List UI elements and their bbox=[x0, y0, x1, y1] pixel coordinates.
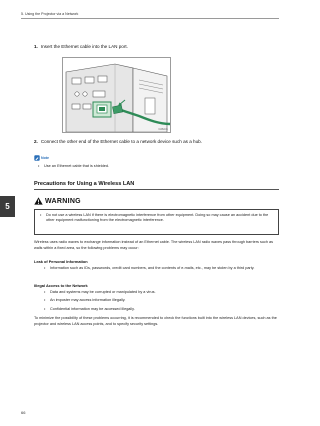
intro-paragraph: Wireless uses radio waves to exchange information instead of an Ethernet cable. The wireless LAN radio waves pass through barriers such as walls within a fixed area, so the following problems may occur: bbox=[34, 240, 274, 250]
warning-box bbox=[34, 209, 279, 235]
list-item bbox=[44, 307, 276, 312]
lan-port-drawing bbox=[63, 58, 171, 133]
list-item bbox=[44, 298, 276, 303]
list-item-text: Information such as IDs, passwords, credit card numbers, and the contents of e-mails, etc., may be stolen by a third party. bbox=[50, 266, 255, 270]
lan-port-illustration bbox=[62, 57, 171, 133]
section-rule bbox=[34, 189, 279, 190]
warning-heading bbox=[34, 197, 81, 205]
chapter-tab: 5 bbox=[0, 196, 15, 217]
warning-item bbox=[40, 213, 276, 223]
step-1 bbox=[34, 44, 128, 50]
leak-list bbox=[44, 266, 276, 271]
note-badge bbox=[34, 155, 50, 161]
bullet-icon: • bbox=[44, 290, 46, 294]
figure-code: CWE101 bbox=[158, 127, 168, 131]
illegal-heading: Illegal Access to the Network bbox=[34, 283, 88, 288]
warning-item-text: Do not use a wireless LAN if there is electromagnetic interference from other equipment. Doing so may cause an accident due to the other equipment malfunctioning from the electromagnetic interference. bbox=[46, 213, 269, 223]
bullet-icon: • bbox=[44, 266, 46, 270]
list-item bbox=[44, 290, 276, 295]
list-item-text: Data and systems may be corrupted or manipulated by a virus. bbox=[50, 290, 156, 294]
header-rule bbox=[21, 18, 279, 19]
step-2 bbox=[34, 139, 202, 145]
step-2-number: 2. bbox=[34, 139, 38, 144]
list-item-text: An imposter may access information illegally. bbox=[50, 298, 126, 303]
section-title: Precautions for Using a Wireless LAN bbox=[34, 181, 135, 187]
list-item bbox=[44, 266, 276, 271]
note-item-text: Use an Ethernet cable that is shielded. bbox=[44, 164, 110, 168]
step-1-number: 1. bbox=[34, 44, 38, 49]
warning-label: WARNING bbox=[45, 197, 81, 205]
note-pencil-icon bbox=[34, 155, 40, 161]
running-header: 5. Using the Projector via a Network bbox=[21, 12, 79, 16]
bullet-icon: • bbox=[44, 306, 46, 311]
note-item bbox=[38, 164, 109, 169]
step-1-text: Insert the Ethernet cable into the LAN port. bbox=[40, 44, 128, 49]
step-2-text: Connect the other end of the Ethernet cable to a network device such as a hub. bbox=[40, 139, 202, 144]
note-label: Note bbox=[41, 156, 49, 160]
bullet-icon: • bbox=[40, 213, 42, 217]
page-number: 66 bbox=[21, 410, 26, 415]
bullet-icon: • bbox=[44, 298, 46, 303]
illegal-list bbox=[44, 290, 276, 312]
warning-triangle-icon bbox=[34, 197, 43, 205]
closing-paragraph: To minimize the possibility of these problems occurring, it is recommended to check the functions built into the wireless LAN devices, such as the projector and wireless LAN access points, and to specify security settings. bbox=[34, 316, 277, 326]
bullet-icon: • bbox=[38, 164, 40, 168]
list-item-text: Confidential information may be accessed illegally. bbox=[50, 306, 135, 311]
leak-heading: Leak of Personal Information bbox=[34, 259, 88, 264]
